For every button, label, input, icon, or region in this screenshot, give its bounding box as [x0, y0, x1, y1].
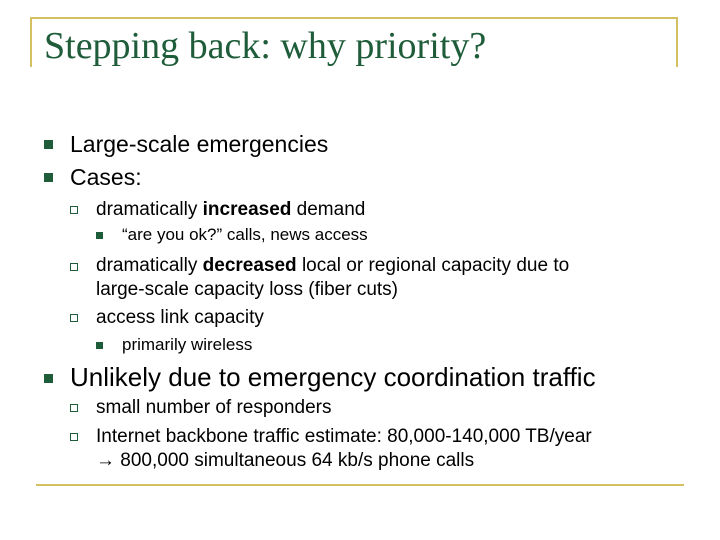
bullet-text-suffix: local or regional capacity due to	[296, 255, 570, 276]
square-bullet-icon	[44, 173, 53, 182]
bullet-access-link-capacity: access link capacity	[96, 307, 264, 328]
hollow-square-bullet-icon	[70, 206, 78, 214]
frame-top-border	[30, 17, 678, 19]
bullet-text-suffix: demand	[291, 199, 366, 220]
frame-right-border	[676, 17, 678, 67]
hollow-square-bullet-icon	[70, 263, 78, 271]
bullet-decreased-capacity-line2: large-scale capacity loss (fiber cuts)	[96, 279, 398, 300]
square-bullet-icon	[96, 342, 103, 349]
bullet-are-you-ok: “are you ok?” calls, news access	[122, 225, 368, 244]
arrow-right-icon: →	[96, 450, 115, 471]
frame-bottom-border	[36, 484, 684, 486]
slide-title: Stepping back: why priority?	[44, 25, 487, 67]
bullet-small-number-responders: small number of responders	[96, 397, 332, 418]
bullet-unlikely-emergency-traffic: Unlikely due to emergency coordination traffic	[70, 362, 596, 392]
bullet-decreased-capacity	[96, 255, 569, 277]
hollow-square-bullet-icon	[70, 314, 78, 322]
bullet-text-suffix: 800,000 simultaneous 64 kb/s phone calls	[115, 450, 475, 471]
bullet-text-prefix: dramatically	[96, 255, 203, 276]
bullet-backbone-traffic-line2	[96, 450, 474, 472]
square-bullet-icon	[44, 374, 53, 383]
bullet-backbone-traffic-estimate: Internet backbone traffic estimate: 80,000-140,000 TB/year	[96, 426, 592, 447]
bullet-text-prefix: dramatically	[96, 199, 203, 220]
hollow-square-bullet-icon	[70, 404, 78, 412]
hollow-square-bullet-icon	[70, 433, 78, 441]
bullet-cases: Cases:	[70, 164, 142, 190]
bullet-large-scale-emergencies: Large-scale emergencies	[70, 131, 329, 157]
bullet-increased-demand	[96, 199, 365, 221]
bullet-text-bold: increased	[202, 199, 292, 220]
bullet-primarily-wireless: primarily wireless	[122, 335, 253, 354]
square-bullet-icon	[44, 140, 53, 149]
frame-left-border	[30, 17, 32, 67]
square-bullet-icon	[96, 232, 103, 239]
bullet-text-bold: decreased	[202, 255, 297, 276]
